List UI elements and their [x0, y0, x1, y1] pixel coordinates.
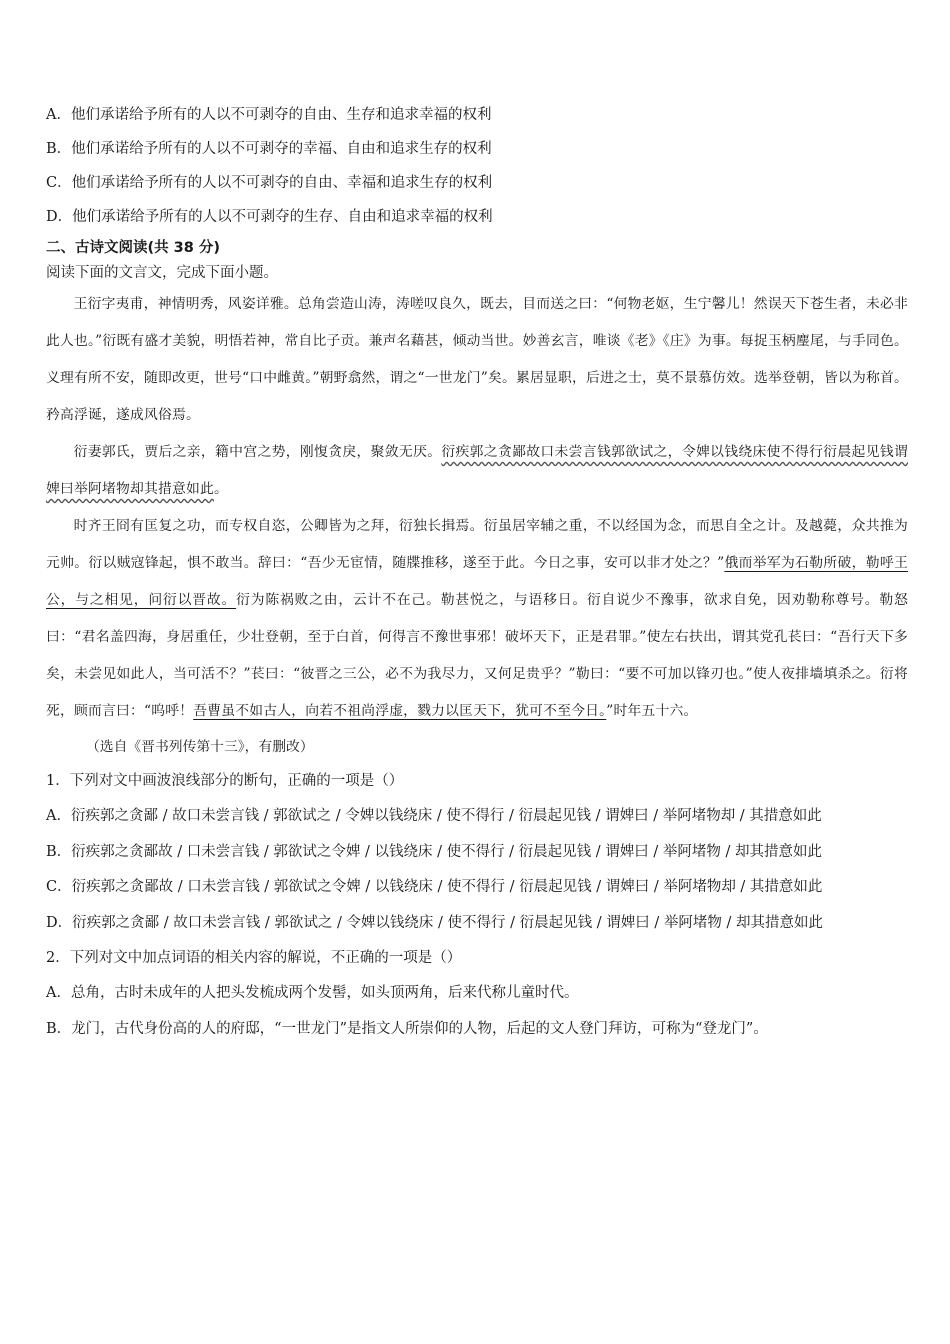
- section-intro: 阅读下面的文言文，完成下面小题。: [46, 265, 278, 281]
- wavy-underlined-sentence: 衍疾郭之贪鄙故口未尝言钱郭欲试之，令婢以钱绕床使不得行衍晨起见钱谓婢曰举阿堵物却其措意如此: [46, 444, 908, 497]
- passage-paragraph-3: [46, 508, 908, 730]
- underlined-sentence-2: 吾曹虽不如古人，向若不祖尚浮虚，戮力以匡天下，犹可不至今日。: [193, 703, 607, 719]
- p2-text: 衍妻郭氏，贾后之亲，籍中宫之势，刚愎贪戾，聚敛无厌。: [73, 444, 442, 460]
- p3-text-c: ”时年五十六。: [606, 703, 698, 719]
- question-1-stem: 1．下列对文中画波浪线部分的断句，正确的一项是（）: [46, 773, 404, 789]
- section-title: 二、古诗文阅读(共 38 分): [46, 240, 221, 256]
- question-2-stem: 2．下列对文中加点词语的相关内容的解说，不正确的一项是（）: [46, 950, 462, 966]
- question-1-option-c[interactable]: C．衍疾郭之贪鄙故 / 口未尝言钱 / 郭欲试之令婢 / 以钱绕床 / 使不得行 / 衍晨起见钱 / 谓婢曰 / 举阿堵物却 / 其措意如此: [46, 879, 823, 895]
- question-2-option-b[interactable]: B．龙门，古代身份高的人的府邸，“一世龙门”是指文人所崇仰的人物，后起的文人登门拜访，可称为“登龙门”。: [46, 1020, 768, 1037]
- question-1-option-b[interactable]: B．衍疾郭之贪鄙故 / 口未尝言钱 / 郭欲试之令婢 / 以钱绕床 / 使不得行 / 衍晨起见钱 / 谓婢曰 / 举阿堵物 / 却其措意如此: [46, 843, 822, 860]
- option-a-top[interactable]: A．他们承诺给予所有的人以不可剥夺的自由、生存和追求幸福的权利: [46, 107, 492, 123]
- question-1-option-d[interactable]: D．衍疾郭之贪鄙 / 故口未尝言钱 / 郭欲试之 / 令婢以钱绕床 / 使不得行 / 衍晨起见钱 / 谓婢曰 / 举阿堵物 / 却其措意如此: [46, 914, 823, 931]
- p3-text-a: 时齐王冏有匡复之功，而专权自恣，公卿皆为之拜，衍独长揖焉。衍虽居宰辅之重，不以经国为念，而思自全之计。及越薨，众共推为元帅。衍以贼寇锋起，惧不敢当。辞曰：“吾少无宦情，随牒推移，遂至于此。今日之事，安可以非才处之？”: [46, 518, 908, 571]
- option-d-top[interactable]: D．他们承诺给予所有的人以不可剥夺的生存、自由和追求幸福的权利: [46, 209, 493, 225]
- p3-text-b: 衍为陈祸败之由，云计不在己。勒甚悦之，与语移日。衍自说少不豫事，欲求自免，因劝勒称尊号。勒怒曰：“君名盖四海，身居重任，少壮登朝，至于白首，何得言不豫世事邪！破坏天下，正是君罪。”使左右扶出，谓其党孔苌曰：“吾行天下多矣，未尝见如此人，当可活不？”苌曰：“彼晋之三公，必不为我尽力，又何足贵乎？”勒曰：“要不可加以锋刃也。”使人夜排墙填杀之。衍将死，顾而言曰：“呜呼！: [46, 592, 908, 719]
- passage-source: （选自《晋书列传第十三》，有删改）: [86, 739, 314, 755]
- p2-end: 。: [213, 481, 228, 497]
- underlined-sentence-1: 俄而举军为石勒所破，勒呼王公，与之相见，问衍以晋故。: [46, 555, 909, 608]
- document-page: [46, 98, 908, 1047]
- option-b-top[interactable]: B．他们承诺给予所有的人以不可剥夺的幸福、自由和追求生存的权利: [46, 141, 492, 157]
- option-c-top[interactable]: C．他们承诺给予所有的人以不可剥夺的自由、幸福和追求生存的权利: [46, 175, 493, 191]
- question-2-option-a[interactable]: A．总角，古时未成年的人把头发梳成两个发髻，如头顶两角，后来代称儿童时代。: [46, 985, 579, 1001]
- question-1-option-a[interactable]: A．衍疾郭之贪鄙 / 故口未尝言钱 / 郭欲试之 / 令婢以钱绕床 / 使不得行 / 衍晨起见钱 / 谓婢曰 / 举阿堵物却 / 其措意如此: [46, 808, 822, 824]
- passage-paragraph-1: 王衍字夷甫，神情明秀，风姿详雅。总角尝造山涛，涛嗟叹良久，既去，目而送之曰：“何物老妪，生宁馨儿！然误天下苍生者，未必非此人也。”衍既有盛才美貌，明悟若神，常自比子贡。兼声名藉甚，倾动当世。妙善玄言，唯谈《老》《庄》为事。每捉玉柄麈尾，与手同色。义理有所不安，随即改更，世号“口中雌黄。”朝野翕然，谓之“一世龙门”矣。累居显职，后进之士，莫不景慕仿效。选举登朝，皆以为称首。矜高浮诞，遂成风俗焉。: [46, 296, 908, 423]
- passage-paragraph-2: [46, 434, 908, 508]
